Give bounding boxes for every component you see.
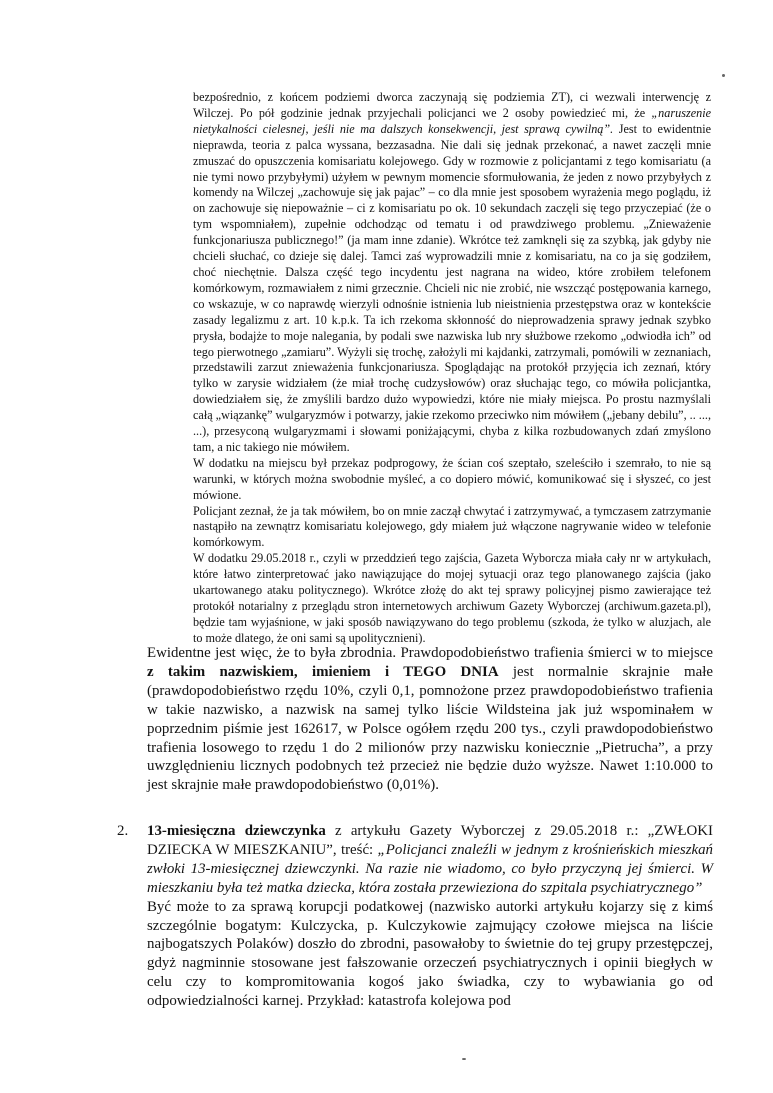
quoted-italic-text: „naruszenie nietykalności cielesnej, jeśli nie ma dalszych konsekwencji, jest sprawą cywilną”.	[193, 105, 711, 136]
text-run: bezpośrednio, z końcem podziemi dworca zaczynają się podziemia ZT), ci wezwali interwencję z Wilczej. Po pół godzinie jednak przyjechali policjanci we 2 osoby powiedzieć mi, że	[193, 90, 711, 120]
paragraph-policeman-testimony: Policjant zeznał, że ja tak mówiłem, bo on mnie zaczął chwytać i zatrzymywać, a tymczasem zatrzymanie nastąpiło na zewnątrz komisariatu kolejowego, gdy miałem już włączone nagrywanie wideo w telefonie komórkowym.	[193, 503, 711, 550]
text-run: Ewidentne jest więc, że to była zbrodnia. Prawdopodobieństwo trafienia śmierci w to miejsce	[147, 645, 713, 661]
quoted-italic-text: „Policjanci znaleźli w jednym z krośnieńskich mieszkań zwłoki 13-miesięcznej dziewczynki. Na razie nie wiadomo, co było przyczyną jej śmierci. W mieszkaniu była też matka dziecka, która została przewieziona do szpitala psychiatrycznego”	[147, 841, 713, 896]
list-number: 2.	[117, 823, 129, 839]
list-item-body	[147, 822, 713, 1011]
heading-bold-text: 13-miesięczna dziewczynka	[147, 823, 326, 839]
scan-speck	[722, 74, 725, 77]
text-run: Jest to ewidentnie nieprawda, teoria z palca wyssana, bezzasadna. Nie dali się jednak przekonać, a nawet zaczęli mnie zmuszać do opuszczenia komisariatu kolejowego. Gdy w rozmowie z policjantami z tego komisariatu (a nie tymi nowo przybyłymi) użyłem w pewnym momencie sformułowania, że jeden z nowo przybyłych z komendy na Wilczej „zachowuje się jak pajac” – co dla mnie jest sposobem wyrażenia mego poglądu, iż on zachowuje się niepoważnie – ci z komisariatu po ok. 10 sekundach zaczęli się tego przyczepiać (że o tym wspomniałem), zupełnie odchodząc od tematu i od prawdziwego problemu. „Znieważenie funkcjonariusza publicznego!” (ja mam inne zdanie). Wkrótce też zamknęli się za szybką, jak gdyby nie chcieli słuchać, co dzieje się dalej. Tamci zaś wyprowadzili mnie z komisariatu, na co ja się godziłem, choć niechętnie. Dalsza część tego incydentu jest nagrana na wideo, które zrobiłem telefonem komórkowym, rozmawiałem z nimi grzecznie. Chcieli nic nie zrobić, nie wszcząć postępowania karnego, co wskazuje, w co naprawdę wierzyli odnośnie istnienia lub nieistnienia przestępstwa oraz w kontekście zasady legalizmu z art. 10 k.p.k. Ta ich rzekoma skłonność do nieprowadzenia sprawy jednak szybko prysła, bodajże to moje nalegania, by podali swe nazwiska lub nry służbowe rzekomo „odwiodła ich” od tego pierwotnego „zamiaru”. Wyżyli się trochę, założyli mi kajdanki, zatrzymali, pomówili w zeznaniach, przedstawili zarzut znieważenia funkcjonariusza. Spoglądając na protokół przyjęcia ich zeznań, który tylko w zarysie widziałem (że miał trochę cudzysłowów) oraz słuchając tego, co mówiła policjantka, dowiedziałem się, że zmyślili bardzo dużo wypowiedzi, które nie miały miejsca. Po prostu nazmyślali całą „wiązankę” wulgaryzmów i potwarzy, jakie rzekomo przeciwko nim mówiłem („jebany debilu”, .. ..., ...), przesyconą wulgaryzmami i słowami poniżającymi, chyba z kilka rozbudowanych zdań zmyślono tam, a nic takiego nie mówiłem.	[193, 121, 711, 454]
text-run: z artykułu Gazety Wyborczej z 29.05.2018 r.: „ZWŁOKI DZIECKA W MIESZKANIU”, treść:	[147, 823, 714, 858]
emphasis-bold-text: z takim nazwiskiem, imieniem i TEGO DNIA	[147, 663, 499, 680]
paragraph-subliminal: W dodatku na miejscu był przekaz podprogowy, że ścian coś szeptało, szeleściło i szemrało, to nie są warunki, w których można swobodnie myśleć, a co dopiero mówić, komunikować się i słyszeć, co jest mówione.	[193, 455, 711, 502]
statement-text-block	[193, 90, 711, 647]
scan-speck	[462, 1058, 466, 1060]
paragraph-incident	[193, 90, 711, 456]
text-run: jest normalnie skrajnie małe (prawdopodobieństwo rzędu 10%, czyli 0,1, pomnożone przez prawdopodobieństwo trafienia w takie nazwisko, a nazwisk na samej tylko liście Wildsteina jak już wspominałem w poprzednim piśmie jest 162617, w Polsce ogółem rzędu 200 tys., czyli prawdopodobieństwo trafienia losowego to rzędu 1 do 2 milionów przy nazwisku koniecznie „Pietrucha”, a przy uwzględnieniu licznych podobnych też przecież nie będzie dużo wyższe. Nawet 1:10.000 to jest skrajnie małe prawdopodobieństwo (0,01%).	[147, 663, 713, 794]
probability-paragraph	[147, 644, 713, 795]
paragraph-probability	[147, 644, 713, 795]
list-item-heading	[147, 822, 713, 898]
paragraph-gazeta-wyborcza: W dodatku 29.05.2018 r., czyli w przeddzień tego zajścia, Gazeta Wyborcza miała cały nr w artykułach, które łatwo zinterpretować jako nawiązujące do mojej sytuacji oraz tego planowanego zajścia (jako ukartowanego ataku politycznego). Wkrótce złożę do akt tej sprawy policyjnej pismo zawierające też protokół notarialny z przeglądu stron internetowych archiwum Gazety Wyborczej (archiwum.gazeta.pl), będzie tam wyjaśnione, w jaki sposób nawiązywano do tego problemu (szkoda, że tylko w aluzjach, ale to może dlatego, że oni sami są upolitycznieni).	[193, 551, 711, 645]
paragraph-corruption: Być może to za sprawą korupcji podatkowej (nazwisko autorki artykułu kojarzy się z kimś szczególnie bogatym: Kulczycka, p. Kulczykowie zajmujący czołowe miejsca na liście najbogatszych Polaków) doszło do zbrodni, pasowałoby to świetnie do tej grupy przestępczej, gdyż nagminnie stosowane jest fałszowanie orzeczeń psychiatrycznych i opinii biegłych w celu czy to kompromitowania kogoś jako świadka, czy to wybawiania go od odpowiedzialności karnej. Przykład: katastrofa kolejowa pod	[147, 898, 713, 1010]
